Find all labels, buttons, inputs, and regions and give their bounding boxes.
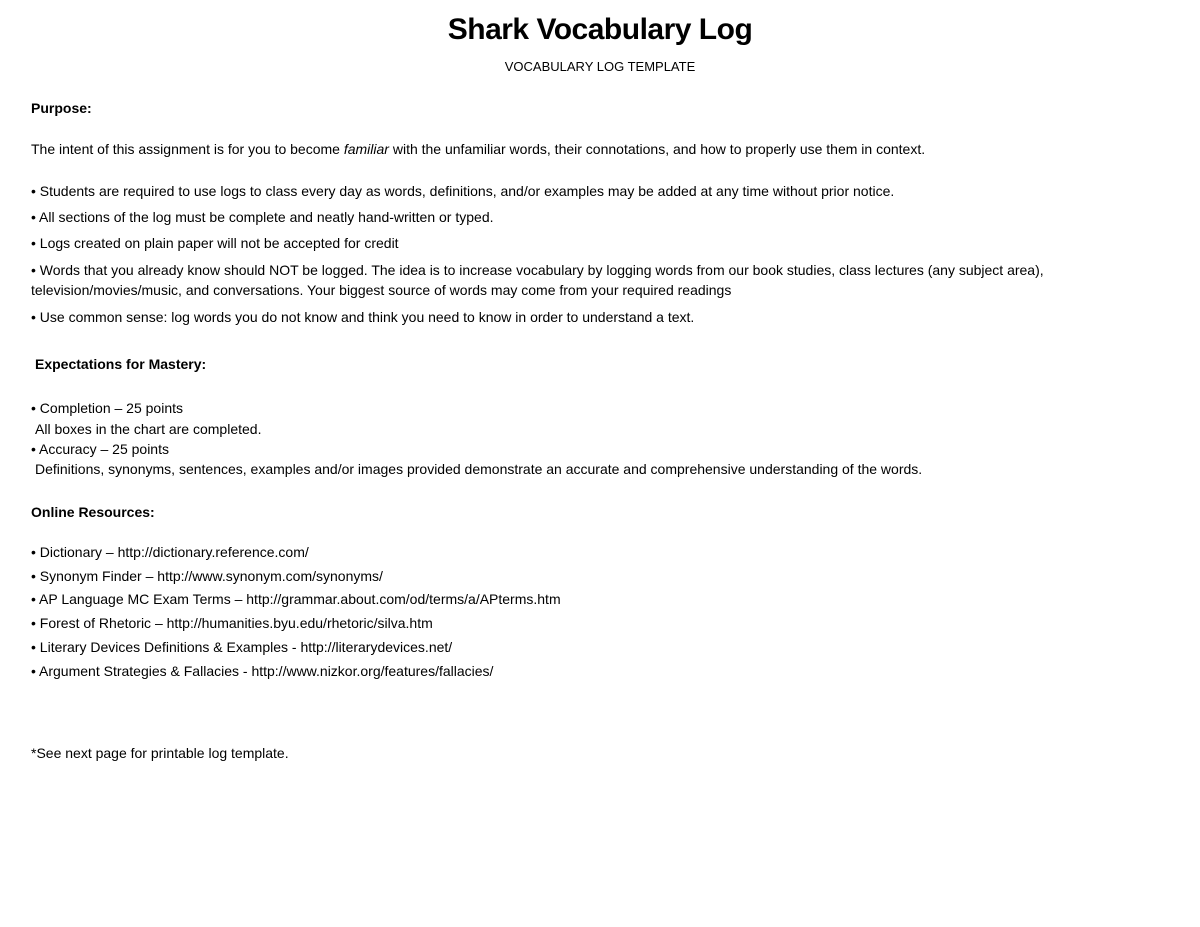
resources-heading: Online Resources:	[31, 504, 155, 520]
footnote: *See next page for printable log template.	[31, 745, 289, 761]
purpose-text-before: The intent of this assignment is for you to become	[31, 141, 344, 157]
resource-item: • Dictionary – http://dictionary.reference.com/	[31, 544, 309, 560]
mastery-completion: • Completion – 25 points	[31, 400, 183, 416]
purpose-text-after: with the unfamiliar words, their connotations, and how to properly use them in context.	[388, 141, 926, 157]
mastery-accuracy: • Accuracy – 25 points	[31, 441, 169, 457]
purpose-text	[31, 139, 925, 159]
mastery-accuracy-desc: Definitions, synonyms, sentences, examples and/or images provided demonstrate an accurate and comprehensive understanding of the words.	[35, 461, 923, 477]
rule-item: • Logs created on plain paper will not be accepted for credit	[31, 235, 399, 251]
resource-item: • Forest of Rhetoric – http://humanities.byu.edu/rhetoric/silva.htm	[31, 615, 433, 631]
resource-item: • Synonym Finder – http://www.synonym.com/synonyms/	[31, 568, 383, 584]
rule-item: • All sections of the log must be complete and neatly hand-written or typed.	[31, 209, 494, 225]
page-subtitle: VOCABULARY LOG TEMPLATE	[504, 59, 696, 74]
mastery-completion-desc: All boxes in the chart are completed.	[35, 421, 262, 437]
mastery-heading: Expectations for Mastery:	[35, 356, 207, 372]
purpose-heading: Purpose:	[31, 100, 92, 116]
resource-item: • AP Language MC Exam Terms – http://grammar.about.com/od/terms/a/APterms.htm	[31, 591, 561, 607]
page-title: Shark Vocabulary Log	[447, 13, 753, 46]
resource-item: • Argument Strategies & Fallacies - http://www.nizkor.org/features/fallacies/	[31, 663, 494, 679]
rule-item: • Students are required to use logs to class every day as words, definitions, and/or examples may be added at any time without prior notice.	[31, 183, 895, 199]
rule-item: • Words that you already know should NOT be logged. The idea is to increase vocabulary by logging words from our book studies, class lectures (any subject area), television/movies/music, and conversations. Your biggest source of words may come from your required readings	[31, 262, 1044, 298]
purpose-text-emphasis: familiar	[343, 141, 389, 157]
resource-item: • Literary Devices Definitions & Examples - http://literarydevices.net/	[31, 639, 453, 655]
rule-item: • Use common sense: log words you do not know and think you need to know in order to understand a text.	[31, 309, 695, 325]
